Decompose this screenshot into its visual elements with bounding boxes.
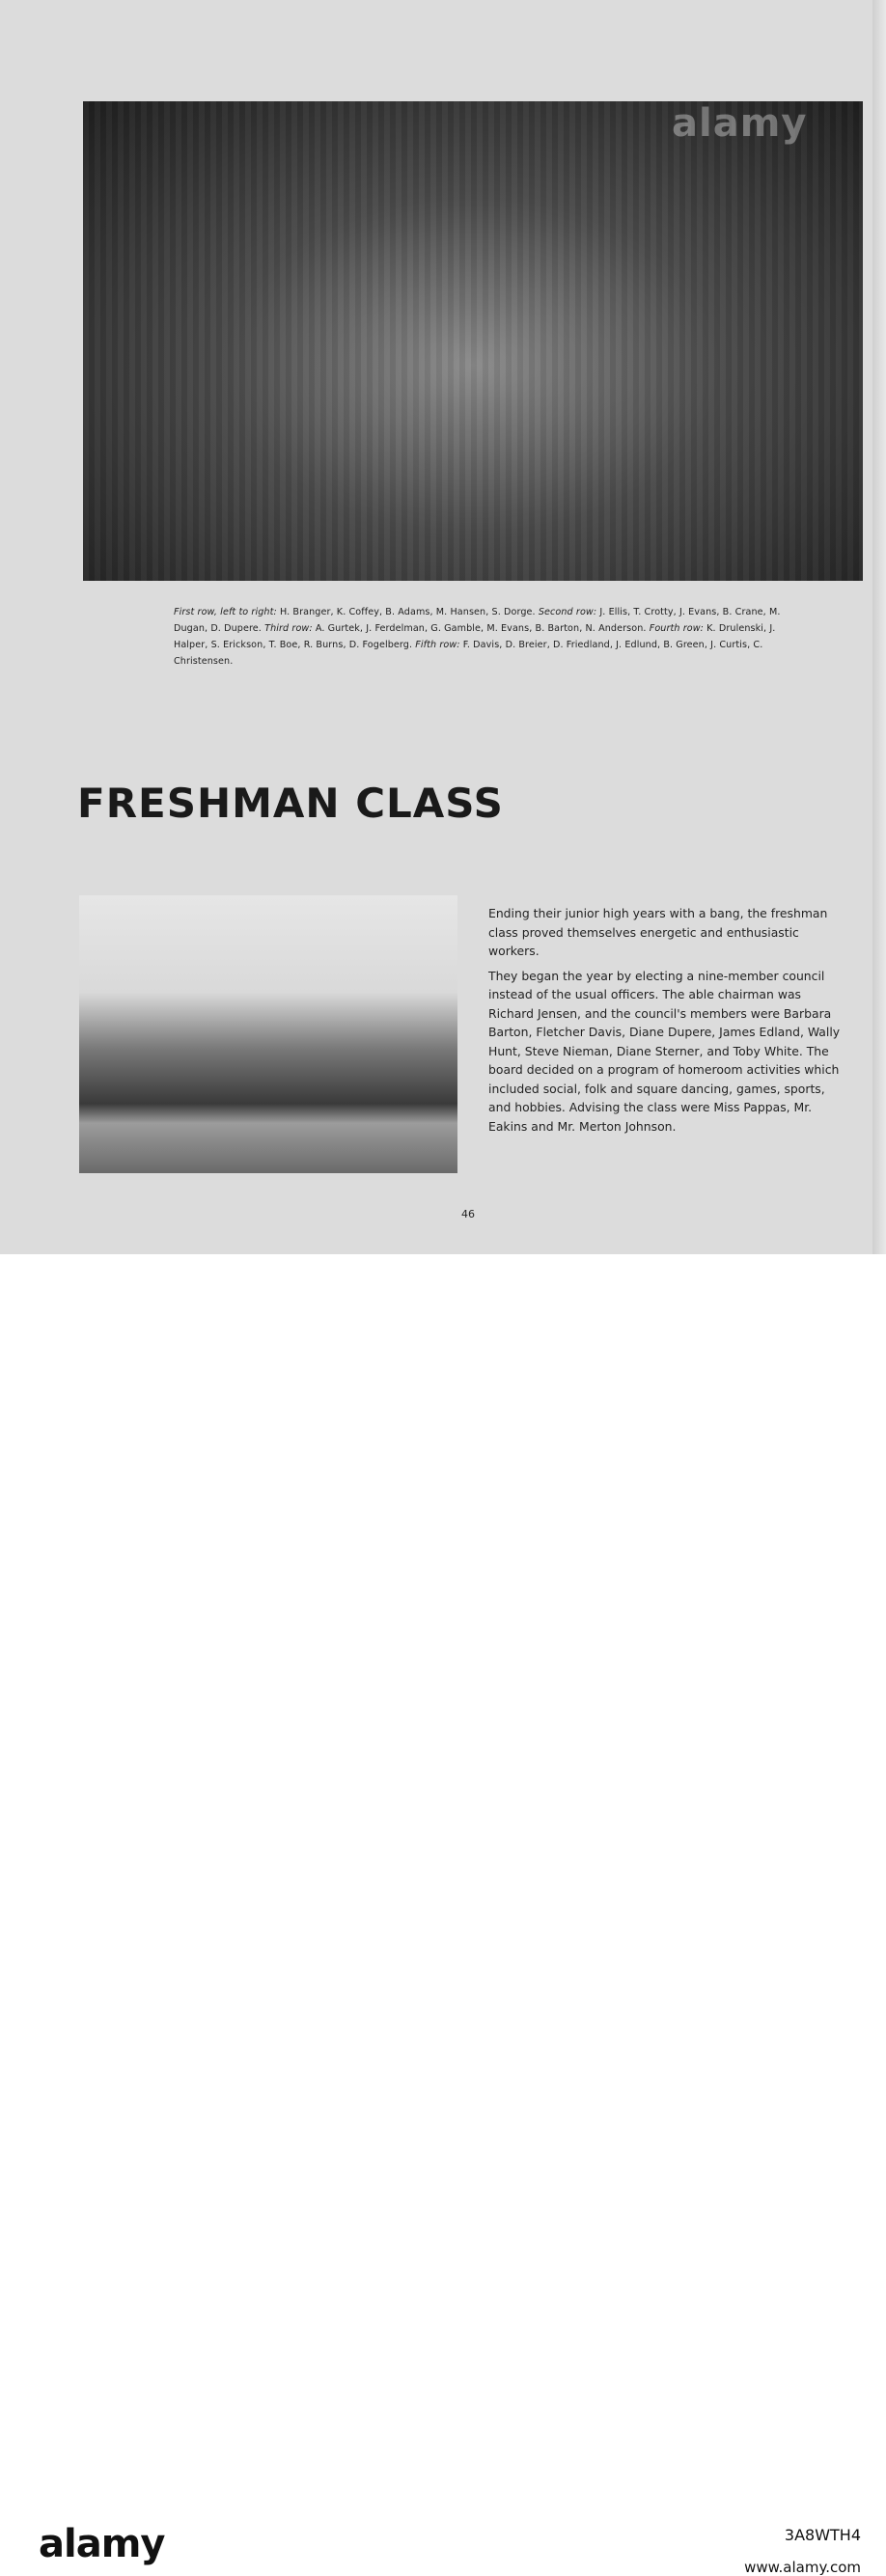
caption-fourth-row-names: K. Drulenski, J. Halper, S. Erickson, T. Boe, R. Burns, D. Fogelberg. — [174, 623, 776, 650]
caption-third-row-names: A. Gurtek, J. Ferdelman, G. Gamble, M. Evans, B. Barton, N. Anderson. — [312, 623, 650, 634]
caption-second-row-names: J. Ellis, T. Crotty, J. Evans, B. Crane, M. Dugan, D. Dupere. — [174, 607, 781, 634]
image-id: 3A8WTH4 — [784, 2526, 861, 2544]
yearbook-page — [0, 0, 886, 1254]
footer-url: www.alamy.com — [744, 2559, 861, 2576]
class-group-photo — [83, 101, 863, 581]
advisors-photo — [79, 895, 457, 1173]
caption-first-row-label: First row, left to right: — [174, 607, 277, 617]
caption-third-row-label: Third row: — [264, 623, 313, 634]
article-body — [488, 904, 849, 1141]
caption-fourth-row-label: Fourth row: — [649, 623, 705, 634]
caption-fifth-row-names: F. Davis, D. Breier, D. Friedland, J. Edlund, B. Green, J. Curtis, C. Christensen. — [174, 640, 763, 667]
page-number: 46 — [461, 1208, 475, 1220]
caption-first-row-names: H. Branger, K. Coffey, B. Adams, M. Hansen, S. Dorge. — [276, 607, 539, 617]
photo-caption — [174, 604, 784, 670]
stock-footer — [0, 1254, 886, 2576]
article-paragraph: Ending their junior high years with a bang, the freshman class proved themselves energetic and enthusiastic workers. — [488, 906, 828, 958]
section-title: FRESHMAN CLASS — [77, 780, 504, 827]
watermark: alamy — [672, 101, 808, 146]
alamy-logo: alamy — [39, 2522, 165, 2566]
caption-fifth-row-label: Fifth row: — [415, 640, 460, 650]
caption-second-row-label: Second row: — [538, 607, 597, 617]
page-edge — [872, 0, 886, 1254]
article-paragraph: They began the year by electing a nine-member council instead of the usual officers. The able chairman was Richard Jensen, and the council's members were Barbara Barton, Fletcher Davis, Diane Dupere, James Edland, Wally Hunt, Steve Nieman, Diane Sterner, and Toby White. The board decided on a program of homeroom activities which included social, folk and square dancing, games, sports, and hobbies. Advising the class were Miss Pappas, Mr. Eakins and Mr. Merton Johnson. — [488, 968, 841, 1134]
